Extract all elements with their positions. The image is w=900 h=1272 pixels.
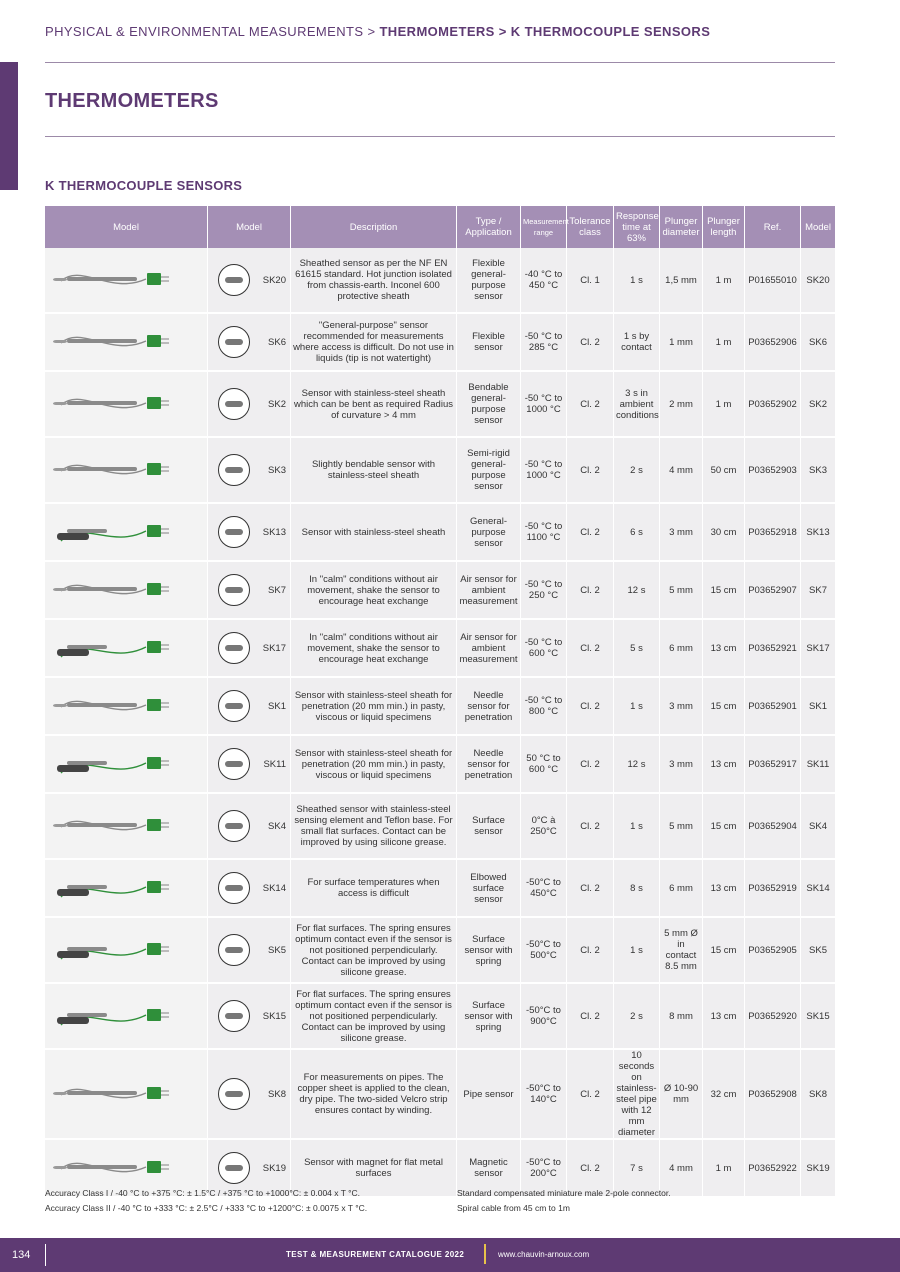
plunger-length-cell: 13 cm	[703, 620, 745, 678]
model-code: SK15	[262, 1010, 286, 1022]
response-time-cell: 1 s by contact	[614, 314, 660, 372]
type-cell: Flexible sensor	[457, 314, 521, 372]
product-image-cell	[45, 620, 208, 678]
model-code-end-cell: SK20	[801, 248, 836, 314]
plunger-diameter-cell: 5 mm	[660, 794, 703, 860]
model-code: SK5	[268, 944, 286, 956]
tolerance-cell: Cl. 2	[567, 1140, 614, 1198]
reference-cell: P03652920	[745, 984, 801, 1050]
description-cell: Sheathed sensor with stainless-steel sensing element and Teflon base. For small flat surfaces. Contact can be improved by using silicone grease.	[291, 794, 457, 860]
range-cell: -50 °C to 600 °C	[521, 620, 567, 678]
product-image-cell	[45, 918, 208, 984]
range-cell: -50 °C to 285 °C	[521, 314, 567, 372]
model-cell	[208, 1050, 291, 1140]
model-cell	[208, 860, 291, 918]
header-plunger-length: Plunger length	[703, 206, 745, 248]
table-row	[45, 1050, 836, 1140]
probe-tip-icon	[218, 1078, 250, 1110]
table-row	[45, 562, 836, 620]
accuracy-class-2: Accuracy Class II / -40 °C to +333 °C: ± 2.5°C / +333 °C to +1200°C: ± 0.0075 x T °C.	[45, 1203, 368, 1213]
product-photo-sk6	[51, 321, 201, 361]
header-plunger-diameter: Plunger diameter	[660, 206, 703, 248]
tolerance-cell: Cl. 2	[567, 678, 614, 736]
range-cell: -50°C to 450°C	[521, 860, 567, 918]
product-photo-sk19	[51, 1147, 201, 1187]
header-model: Model	[208, 206, 291, 248]
description-cell: Sensor with stainless-steel sheath for penetration (20 mm min.) in pasty, viscous or liquid specimens	[291, 678, 457, 736]
reference-cell: P03652902	[745, 372, 801, 438]
model-cell	[208, 372, 291, 438]
footer-accent-divider	[484, 1244, 486, 1264]
plunger-diameter-cell: 5 mm	[660, 562, 703, 620]
product-photo-sk11	[51, 743, 201, 783]
model-cell	[208, 620, 291, 678]
reference-cell: P03652922	[745, 1140, 801, 1198]
probe-tip-icon	[218, 388, 250, 420]
model-cell	[208, 794, 291, 860]
plunger-diameter-cell: 6 mm	[660, 620, 703, 678]
header-image: Model	[45, 206, 208, 248]
type-cell: Elbowed surface sensor	[457, 860, 521, 918]
connector-note: Standard compensated miniature male 2-pole connector.	[457, 1188, 671, 1198]
probe-tip-icon	[218, 264, 250, 296]
plunger-length-cell: 50 cm	[703, 438, 745, 504]
table-row	[45, 860, 836, 918]
range-cell: -40 °C to 450 °C	[521, 248, 567, 314]
tolerance-cell: Cl. 2	[567, 860, 614, 918]
model-code: SK3	[268, 464, 286, 476]
side-accent-bar	[0, 62, 18, 190]
header-tolerance: Tolerance class	[567, 206, 614, 248]
description-cell: Sensor with magnet for flat metal surfaces	[291, 1140, 457, 1198]
type-cell: Semi-rigid general-purpose sensor	[457, 438, 521, 504]
table-row	[45, 794, 836, 860]
tolerance-cell: Cl. 2	[567, 314, 614, 372]
product-image-cell	[45, 984, 208, 1050]
tolerance-cell: Cl. 2	[567, 620, 614, 678]
breadcrumb	[45, 24, 710, 39]
model-code: SK2	[268, 398, 286, 410]
model-code-end-cell: SK1	[801, 678, 836, 736]
probe-tip-icon	[218, 574, 250, 606]
reference-cell: P03652908	[745, 1050, 801, 1140]
reference-cell: P03652906	[745, 314, 801, 372]
response-time-cell: 1 s	[614, 248, 660, 314]
response-time-cell: 1 s	[614, 918, 660, 984]
product-photo-sk1	[51, 685, 201, 725]
type-cell: General-purpose sensor	[457, 504, 521, 562]
model-code: SK14	[262, 882, 286, 894]
plunger-length-cell: 13 cm	[703, 736, 745, 794]
model-code-end-cell: SK2	[801, 372, 836, 438]
probe-tip-icon	[218, 516, 250, 548]
description-cell: In "calm" conditions without air movement, shake the sensor to encourage heat exchange	[291, 620, 457, 678]
plunger-diameter-cell: 3 mm	[660, 736, 703, 794]
probe-tip-icon	[218, 690, 250, 722]
plunger-length-cell: 30 cm	[703, 504, 745, 562]
tolerance-cell: Cl. 2	[567, 984, 614, 1050]
header-model-end: Model	[801, 206, 836, 248]
plunger-length-cell: 13 cm	[703, 860, 745, 918]
range-cell: -50 °C to 1000 °C	[521, 372, 567, 438]
probe-tip-icon	[218, 872, 250, 904]
response-time-cell: 6 s	[614, 504, 660, 562]
table-row	[45, 620, 836, 678]
response-time-cell: 12 s	[614, 562, 660, 620]
tolerance-cell: Cl. 2	[567, 918, 614, 984]
model-cell	[208, 984, 291, 1050]
product-photo-sk4	[51, 805, 201, 845]
table-row	[45, 372, 836, 438]
description-cell: In "calm" conditions without air movement, shake the sensor to encourage heat exchange	[291, 562, 457, 620]
product-image-cell	[45, 794, 208, 860]
response-time-cell: 2 s	[614, 984, 660, 1050]
tolerance-cell: Cl. 1	[567, 248, 614, 314]
response-time-cell: 5 s	[614, 620, 660, 678]
product-photo-sk20	[51, 259, 201, 299]
probe-tip-icon	[218, 810, 250, 842]
model-code-end-cell: SK7	[801, 562, 836, 620]
range-cell: -50°C to 900°C	[521, 984, 567, 1050]
response-time-cell: 1 s	[614, 678, 660, 736]
response-time-cell: 3 s in ambient conditions	[614, 372, 660, 438]
range-cell: -50 °C to 250 °C	[521, 562, 567, 620]
model-code-end-cell: SK6	[801, 314, 836, 372]
catalogue-title: TEST & MEASUREMENT CATALOGUE 2022	[286, 1250, 465, 1259]
model-cell	[208, 678, 291, 736]
product-image-cell	[45, 504, 208, 562]
plunger-diameter-cell: 3 mm	[660, 678, 703, 736]
product-photo-sk17	[51, 627, 201, 667]
reference-cell: P03652903	[745, 438, 801, 504]
table-row	[45, 248, 836, 314]
table-row	[45, 314, 836, 372]
model-code-end-cell: SK11	[801, 736, 836, 794]
breadcrumb-section: PHYSICAL & ENVIRONMENTAL MEASUREMENTS >	[45, 24, 376, 39]
description-cell: For flat surfaces. The spring ensures optimum contact even if the sensor is not positioned perpendicularly. Contact can be improved by using silicone grease.	[291, 918, 457, 984]
plunger-diameter-cell: 1 mm	[660, 314, 703, 372]
cable-note: Spiral cable from 45 cm to 1m	[457, 1203, 570, 1213]
title-divider	[45, 136, 835, 137]
type-cell: Magnetic sensor	[457, 1140, 521, 1198]
model-code: SK8	[268, 1088, 286, 1100]
response-time-cell: 8 s	[614, 860, 660, 918]
reference-cell: P03652907	[745, 562, 801, 620]
description-cell: Sensor with stainless-steel sheath which can be bent as required Radius of curvature > 4 mm	[291, 372, 457, 438]
product-image-cell	[45, 562, 208, 620]
product-photo-sk3	[51, 449, 201, 489]
type-cell: Needle sensor for penetration	[457, 678, 521, 736]
plunger-diameter-cell: 4 mm	[660, 1140, 703, 1198]
plunger-diameter-cell: 4 mm	[660, 438, 703, 504]
range-cell: 50 °C to 600 °C	[521, 736, 567, 794]
type-cell: Pipe sensor	[457, 1050, 521, 1140]
model-code: SK20	[262, 274, 286, 286]
header-type: Type / Application	[457, 206, 521, 248]
sensor-spec-table	[45, 206, 836, 1198]
product-image-cell	[45, 736, 208, 794]
model-cell	[208, 504, 291, 562]
plunger-length-cell: 1 m	[703, 248, 745, 314]
plunger-diameter-cell: 6 mm	[660, 860, 703, 918]
product-photo-sk13	[51, 511, 201, 551]
model-code: SK19	[262, 1162, 286, 1174]
product-photo-sk14	[51, 867, 201, 907]
plunger-diameter-cell: 5 mm Ø in contact 8.5 mm	[660, 918, 703, 984]
model-code: SK13	[262, 526, 286, 538]
probe-tip-icon	[218, 1152, 250, 1184]
type-cell: Surface sensor with spring	[457, 918, 521, 984]
probe-tip-icon	[218, 748, 250, 780]
tolerance-cell: Cl. 2	[567, 794, 614, 860]
response-time-cell: 2 s	[614, 438, 660, 504]
description-cell: Sheathed sensor as per the NF EN 61615 standard. Hot junction isolated from chassis-earth. Inconel 600 protective sheath	[291, 248, 457, 314]
plunger-diameter-cell: 1,5 mm	[660, 248, 703, 314]
tolerance-cell: Cl. 2	[567, 736, 614, 794]
plunger-length-cell: 15 cm	[703, 918, 745, 984]
reference-cell: P01655010	[745, 248, 801, 314]
probe-tip-icon	[218, 326, 250, 358]
reference-cell: P03652918	[745, 504, 801, 562]
range-cell: -50°C to 500°C	[521, 918, 567, 984]
description-cell: For measurements on pipes. The copper sheet is applied to the clean, dry pipe. The two-sided Velcro strip ensures contact by winding.	[291, 1050, 457, 1140]
plunger-length-cell: 1 m	[703, 372, 745, 438]
product-image-cell	[45, 860, 208, 918]
product-image-cell	[45, 678, 208, 736]
response-time-cell: 10 seconds on stainless-steel pipe with 12 mm diameter	[614, 1050, 660, 1140]
type-cell: Needle sensor for penetration	[457, 736, 521, 794]
accuracy-class-1: Accuracy Class I / -40 °C to +375 °C: ± 1.5°C / +375 °C to +1000°C: ± 0.004 x T °C.	[45, 1188, 361, 1198]
model-code-end-cell: SK4	[801, 794, 836, 860]
product-photo-sk8	[51, 1073, 201, 1113]
reference-cell: P03652917	[745, 736, 801, 794]
connector-notes	[457, 1186, 671, 1216]
model-code-end-cell: SK15	[801, 984, 836, 1050]
model-code: SK7	[268, 584, 286, 596]
type-cell: Surface sensor	[457, 794, 521, 860]
plunger-diameter-cell: 3 mm	[660, 504, 703, 562]
plunger-diameter-cell: 2 mm	[660, 372, 703, 438]
product-photo-sk2	[51, 383, 201, 423]
page-footer	[0, 1238, 900, 1272]
model-code-end-cell: SK13	[801, 504, 836, 562]
header-range: Measurement range	[521, 206, 567, 248]
reference-cell: P03652904	[745, 794, 801, 860]
footer-divider	[45, 1244, 46, 1266]
reference-cell: P03652905	[745, 918, 801, 984]
tolerance-cell: Cl. 2	[567, 562, 614, 620]
type-cell: Bendable general-purpose sensor	[457, 372, 521, 438]
type-cell: Air sensor for ambient measurement	[457, 620, 521, 678]
type-cell: Flexible general-purpose sensor	[457, 248, 521, 314]
plunger-length-cell: 13 cm	[703, 984, 745, 1050]
tolerance-cell: Cl. 2	[567, 438, 614, 504]
reference-cell: P03652919	[745, 860, 801, 918]
header-description: Description	[291, 206, 457, 248]
model-code: SK4	[268, 820, 286, 832]
probe-tip-icon	[218, 632, 250, 664]
product-image-cell	[45, 1050, 208, 1140]
product-image-cell	[45, 372, 208, 438]
website-link[interactable]: www.chauvin-arnoux.com	[498, 1250, 590, 1259]
probe-tip-icon	[218, 1000, 250, 1032]
table-row	[45, 504, 836, 562]
plunger-diameter-cell: Ø 10-90 mm	[660, 1050, 703, 1140]
description-cell: Sensor with stainless-steel sheath for penetration (20 mm min.) in pasty, viscous or liquid specimens	[291, 736, 457, 794]
plunger-length-cell: 15 cm	[703, 794, 745, 860]
range-cell: -50°C to 140°C	[521, 1050, 567, 1140]
description-cell: Slightly bendable sensor with stainless-steel sheath	[291, 438, 457, 504]
description-cell: For surface temperatures when access is difficult	[291, 860, 457, 918]
type-cell: Air sensor for ambient measurement	[457, 562, 521, 620]
product-image-cell	[45, 438, 208, 504]
response-time-cell: 1 s	[614, 794, 660, 860]
model-code: SK6	[268, 336, 286, 348]
table-row	[45, 438, 836, 504]
model-code: SK17	[262, 642, 286, 654]
plunger-length-cell: 1 m	[703, 1140, 745, 1198]
section-title: K THERMOCOUPLE SENSORS	[45, 178, 243, 193]
header-ref: Ref.	[745, 206, 801, 248]
range-cell: -50°C to 200°C	[521, 1140, 567, 1198]
table-row	[45, 918, 836, 984]
reference-cell: P03652921	[745, 620, 801, 678]
model-cell	[208, 918, 291, 984]
probe-tip-icon	[218, 454, 250, 486]
product-photo-sk7	[51, 569, 201, 609]
model-code-end-cell: SK14	[801, 860, 836, 918]
tolerance-cell: Cl. 2	[567, 1050, 614, 1140]
model-code: SK1	[268, 700, 286, 712]
page-number: 134	[12, 1249, 31, 1261]
tolerance-cell: Cl. 2	[567, 372, 614, 438]
header-response: Response time at 63%	[614, 206, 660, 248]
product-photo-sk15	[51, 995, 201, 1035]
model-code: SK11	[263, 758, 286, 770]
table-header-row	[45, 206, 836, 248]
model-cell	[208, 248, 291, 314]
range-cell: -50 °C to 1000 °C	[521, 438, 567, 504]
description-cell: Sensor with stainless-steel sheath	[291, 504, 457, 562]
breadcrumb-category: THERMOMETERS >	[379, 24, 507, 39]
range-cell: -50 °C to 1100 °C	[521, 504, 567, 562]
model-cell	[208, 562, 291, 620]
breadcrumb-current: K THERMOCOUPLE SENSORS	[510, 24, 711, 39]
page-title: THERMOMETERS	[45, 90, 219, 112]
type-cell: Surface sensor with spring	[457, 984, 521, 1050]
accuracy-notes	[45, 1186, 367, 1216]
response-time-cell: 7 s	[614, 1140, 660, 1198]
range-cell: -50 °C to 800 °C	[521, 678, 567, 736]
top-divider	[45, 62, 835, 63]
plunger-length-cell: 15 cm	[703, 678, 745, 736]
model-cell	[208, 736, 291, 794]
response-time-cell: 12 s	[614, 736, 660, 794]
product-image-cell	[45, 248, 208, 314]
model-code-end-cell: SK19	[801, 1140, 836, 1198]
range-cell: 0°C à 250°C	[521, 794, 567, 860]
reference-cell: P03652901	[745, 678, 801, 736]
plunger-diameter-cell: 8 mm	[660, 984, 703, 1050]
model-code-end-cell: SK5	[801, 918, 836, 984]
tolerance-cell: Cl. 2	[567, 504, 614, 562]
description-cell: "General-purpose" sensor recommended for measurements where access is difficult. Do not use in liquids (tip is not watertight)	[291, 314, 457, 372]
plunger-length-cell: 32 cm	[703, 1050, 745, 1140]
product-image-cell	[45, 314, 208, 372]
probe-tip-icon	[218, 934, 250, 966]
product-photo-sk5	[51, 929, 201, 969]
model-code-end-cell: SK17	[801, 620, 836, 678]
model-code-end-cell: SK3	[801, 438, 836, 504]
model-code-end-cell: SK8	[801, 1050, 836, 1140]
model-cell	[208, 438, 291, 504]
plunger-length-cell: 15 cm	[703, 562, 745, 620]
plunger-length-cell: 1 m	[703, 314, 745, 372]
description-cell: For flat surfaces. The spring ensures optimum contact even if the sensor is not positioned perpendicularly. Contact can be improved by using silicone grease.	[291, 984, 457, 1050]
table-row	[45, 678, 836, 736]
model-cell	[208, 314, 291, 372]
table-row	[45, 736, 836, 794]
table-row	[45, 984, 836, 1050]
